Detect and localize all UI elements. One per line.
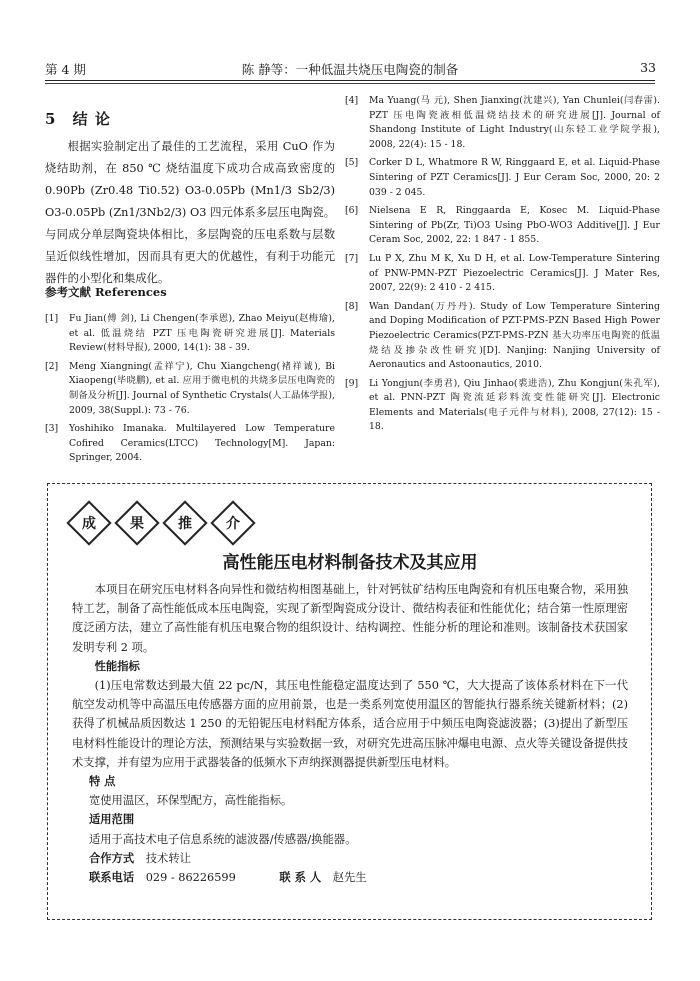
- reference-item: [4] Ma Yuang(马 元), Shen Jianxing(沈建兴), Yan Chunlei(闫春雷). PZT 压电陶瓷液相低温烧结技术的研究进展[J]. Journal of Shandong Institute of Light Industry(山东轻工业学院学报), 2008, 22(4): 15 - 18.: [345, 95, 660, 150]
- diamond-badge: 成: [66, 500, 111, 545]
- section-number: 5: [45, 110, 57, 128]
- performance-text: (1)压电常数达到最大值 22 pc/N，其压电性能稳定温度达到了 550 ℃，大大提高了该体系材料在下一代航空发动机等中高温压电传感器方面的应用前景，也是一类系列宽使用温区的智能执行器系统关键新材料；(2)获得了机械品质因数达 1 250 的无铅铌压电材料配方体系，适合应用于中频压电陶瓷滤波器；(3)提出了新型压电材料性能设计的理论方法，预测结果与实验数据一致，对研究先进高压脉冲爆电电源、点火等关键设备提供技术支撑，并有望为应用于武器装备的低频水下声纳探测器提供新型压电材料。: [72, 679, 628, 769]
- promo-content: [72, 580, 628, 887]
- diamond-badge: 果: [114, 500, 159, 545]
- cooperation-line: [72, 849, 628, 868]
- contact-person: 赵先生: [332, 871, 367, 885]
- reference-item: [2] Meng Xiangning(孟祥宁), Chu Xiangcheng(褚祥诚), Bi Xiaopeng(毕晓鹏), et al. 应用于微电机的共烧多层压电陶瓷的制备及分析[J]. Journal of Synthetic Crystals(人工晶体学报), 2009, 38(Suppl.): 73 - 76.: [45, 360, 335, 416]
- header-rule-bottom: [45, 83, 655, 84]
- reference-item: [3] Yoshihiko Imanaka. Multilayered Low Temperature Cofired Ceramics(LTCC) Technology[M]. Japan: Springer, 2004.: [45, 423, 335, 464]
- contact-person-label: 联 系 人: [279, 870, 322, 885]
- references-heading: 参考文献 References: [45, 285, 167, 299]
- promo-title: 高性能压电材料制备技术及其应用: [222, 553, 478, 573]
- reference-item: [9] Li Yongjun(李勇君), Qiu Jinhao(裘进浩), Zhu Kongjun(朱孔军), et al. PNN-PZT 陶瓷流延彩料流变性能研究[J]. Electronic Elements and Materials(电子元件与材料), 2008, 27(12): 15 - 18.: [345, 377, 660, 433]
- reference-item: [8] Wan Dandan(万丹丹). Study of Low Temperature Sintering and Doping Modification of PZT-PMS-PZN Based High Power Piezoelectric Ceramics(PZT-PMS-PZN 基大功率压电陶瓷的低温烧结及掺杂改性研究)[D]. Nanjing: Nanjing University of Aeronautics and Astoonautics, 2010.: [345, 300, 660, 371]
- header-rule-top: [45, 80, 655, 81]
- scope-label: 适用范围: [88, 812, 135, 827]
- reference-item: [7] Lu P X, Zhu M K, Xu D H, et al. Low-Temperature Sintering of PNW-PMN-PZT Piezoelectric Ceramics[J]. J Mater Res, 2007, 22(9): 2 410 - 2 415.: [345, 252, 660, 294]
- promo-intro: 本项目在研究压电材料各向异性和微结构相图基础上，针对钙钛矿结构压电陶瓷和有机压电聚合物，采用独特工艺，制备了高性能低成本压电陶瓷，实现了新型陶瓷成分设计、微结构表征和性能优化；结合第一性原理密度泛函方法，建立了高性能有机压电聚合物的组织设计、结构调控、性能分析的理论和准则。该制备技术获国家发明专利 2 项。: [72, 583, 628, 654]
- promo-badges: [73, 507, 259, 539]
- features-label: 特 点: [88, 774, 116, 789]
- reference-item: [5] Corker D L, Whatmore R W, Ringgaard E, et al. Liquid-Phase Sintering of PZT Ceramics[J]. J Eur Ceram Soc, 2000, 20: 2 039 - 2 045.: [345, 157, 660, 198]
- cooperation-text: 技术转让: [145, 851, 191, 865]
- section-heading: [45, 108, 111, 129]
- header-issue: 第 4 期: [45, 62, 86, 77]
- header-page-number: 33: [640, 60, 656, 75]
- performance-label: 性能指标: [94, 658, 140, 673]
- conclusion-paragraph: 根据实验制定出了最佳的工艺流程，采用 CuO 作为烧结助剂，在 850 ℃ 烧结温度下成功合成高致密度的 0.90Pb (Zr0.48 Ti0.52) O3-0.05Pb (Mn1/3 Sb2/3) O3-0.05Pb (Zn1/3Nb2/3) O3 四元体系多层压电陶瓷。与同成分单层陶瓷块体相比，多层陶瓷的压电系数与层数呈近似线性增加，因而具有更大的优越性，有利于功能元器件的小型化和集成化。: [45, 140, 335, 285]
- section-title: 结 论: [72, 110, 111, 128]
- cooperation-label: 合作方式: [88, 850, 135, 865]
- reference-item: [6] Nielsena E R, Ringgaarda E, Kosec M. Liquid-Phase Sintering of Pb(Zr, Ti)O3 Using PbO-WO3 Additive[J]. J Eur Ceram Soc, 2002, 22: 1 847 - 1 855.: [345, 205, 660, 246]
- contact-line: [72, 868, 628, 887]
- diamond-badge: 推: [162, 500, 207, 545]
- scope-text: 适用于高技术电子信息系统的滤波器/传感器/换能器。: [88, 832, 357, 846]
- reference-item: [1] Fu Jian(傅 剑), Li Chengen(李承恩), Zhao Meiyu(赵梅瑜), et al. 低温烧结 PZT 压电陶瓷研究进展[J]. Materials Review(材料导报), 2000, 14(1): 38 - 39.: [45, 313, 335, 354]
- diamond-badge: 介: [210, 500, 255, 545]
- references-right-column: [345, 94, 660, 439]
- references-left-column: [45, 312, 335, 470]
- header-title: 陈 静等：一种低温共烧压电陶瓷的制备: [241, 62, 459, 77]
- features-text: 宽使用温区，环保型配方，高性能指标。: [88, 794, 293, 808]
- phone-number: 029 - 86226599: [145, 871, 236, 885]
- phone-label: 联系电话: [88, 870, 135, 885]
